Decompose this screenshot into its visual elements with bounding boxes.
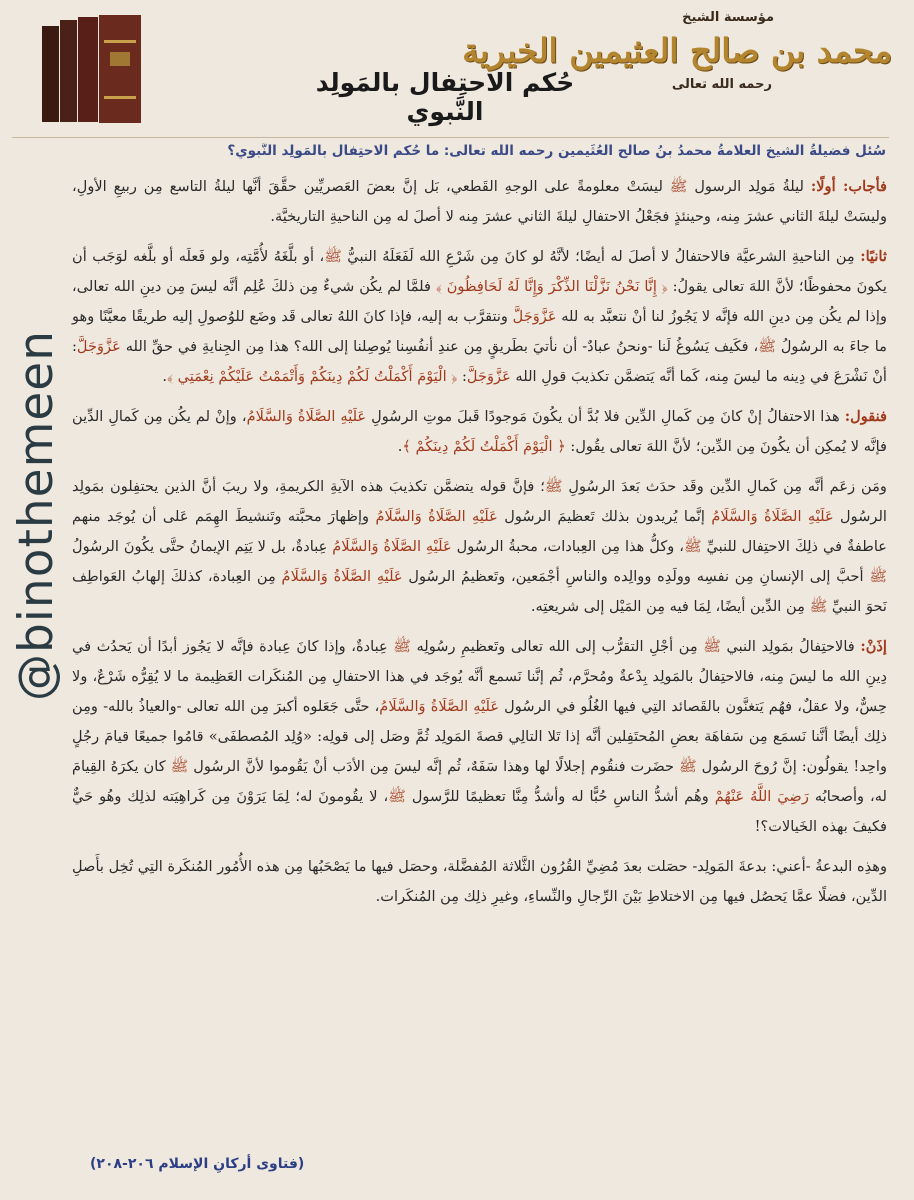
paragraph-text: ، فكَيف يَسُوغُ لَنا -ونحنُ عبادٌ- أن نأتيَ بطَريقٍ مِن عندِ أنفُسِنا يُوصِلنا إلى الله؟ هذا مِن الجِنايةِ في حقِّ الله: [120, 338, 759, 355]
paragraph-text: ، حتَّى جَعَلوه أكبرَ مِن الله تعالى -والعياذُ بالله- ومِن ذلِك أيضًا أنَّنا نَسمَع مِن سَفاهَة بعضِ المُحتَفِلين أنَّه إذا تَلا التالِي قصةَ المَولِد ثُمَّ وصَل إلى قولِه: «وُلِد المُصطفَى» قامُوا جميعًا قيامَ رجُلٍ واحِد! يقولُون: إنَّ رُوحَ الرسُول: [72, 698, 887, 775]
paragraph-text: ومَن زعَم أنَّه مِن كَمالِ الدِّين وقَد حدَث بَعدَ الرسُولِ: [562, 478, 887, 495]
honorific-phrase: ﷺ: [324, 248, 342, 265]
paragraph-text: عِبادةٌ، بل لا يَتِم الإيمانُ حتَّى يكُونَ الرسُولُ: [72, 538, 333, 555]
paragraph-text: مِن أجْلِ التقرُّب إلى الله تعالى وتَعظيمِ رسُولِه: [410, 638, 704, 655]
paragraph-text: ، أو بلَّغَهُ لأُمَّتِه، ولو فَعلَه أو بلَّغه لوَجَب أن يكونَ محفوظًا؛ لأنَّ اللهَ تعالى يقولُ:: [72, 248, 887, 295]
paragraph-text: وهُم أشدُّ الناسِ حُبًّا له وأشدُّ مِنَّا تعظيمًا للرَّسول: [405, 788, 715, 805]
paragraph-text: مِن الدِّين أيضًا، لِمَا فيه مِن المَيْل إلى شريعتِه.: [530, 598, 810, 615]
paragraph-text: وإظهارَ محبَّته وتَنشيطَ الهِمَم عَلى أن يُوجَد منهم عاطفةٌ في ذلِكَ الاحتِفال للنبيِّ: [72, 508, 887, 555]
paragraph-text: ، وكلُّ هذا مِن العِبادات، محبةُ الرسُول: [451, 538, 684, 555]
honorific-phrase: عَزَّوَجَلَّ: [466, 368, 511, 385]
quran-verse: ﴿ إِنَّا نَحْنُ نَزَّلْنَا الذِّكْرَ وَإِنَّا لَهُ لَحَافِظُونَ ﴾: [435, 278, 668, 295]
honorific-phrase: عَلَيْهِ الصَّلَاةُ وَالسَّلَامُ: [246, 408, 367, 425]
paragraph-text: وهذِه البدعةُ -أعني: بدعةَ المَولِد- حصَلت بعدَ مُضِيِّ القُرُون الثَّلاثة المُفضَّلة، وحصَل فيها ما يَصْحَبُها مِن هذه الأُمُور المُنكَرة التِي تُخِل بأَصلِ الدِّين، فضلًا عمَّا يَحصُل فيها مِن الاختلاطِ بَيْنَ الرِّجالِ والنِّساءِ، وغيرِ ذلِك مِن المُنكَرات.: [72, 858, 887, 905]
answer-paragraph: [72, 242, 887, 392]
honorific-phrase: ﷺ: [388, 788, 406, 805]
honorific-phrase: عَلَيْهِ الصَّلَاةُ وَالسَّلَامُ: [711, 508, 834, 525]
honorific-phrase: ﷺ: [869, 568, 887, 585]
paragraph-text: هذا الاحتفالُ إنْ كانَ مِن كَمالِ الدِّين فلا بُدَّ أن يكُونَ مَوجودًا قَبلَ موتِ الرسُولِ: [366, 408, 845, 425]
paragraph-text: عِبادةٌ، وإذا كانَ عِبادة فإنَّه لا يَجُوز أبدًا أن يَحدُث في دِينِ الله ما ليسَ مِنه، فالاحتِفالُ بالمَولِد بِدْعةٌ ومُحرَّم، ثُم إنَّنا نَسمع أنَّه يُوجَد في هذا الاحتفالِ مِن المُنكَرات العَظِيمة ما لا يُقِرُّه شَرْعٌ، ولا حِسٌّ، ولا عقلٌ، فهُم يَتغنَّون بالقَصائد التِي فيها الغُلُو في الرسُول: [72, 638, 887, 715]
paragraph-text: حضَرت فنقُوم إجلالًا لها وهذا سَفَهٌ، ثُم إنَّه ليسَ مِن الأدَب أنْ يَقُوموا لأنَّ الرسُول: [188, 758, 679, 775]
paragraph-text: أحبَّ إلى الإنسانِ مِن نفسِه وولَدِه ووالِده والناسِ أجْمَعين، وتَعظيمُ الرسُول: [402, 568, 870, 585]
honorific-phrase: ﷺ: [393, 638, 411, 655]
honorific-phrase: عَلَيْهِ الصَّلَاةُ وَالسَّلَامُ: [281, 568, 403, 585]
source-reference: (فتاوى أركانِ الإسلام ٢٠٦-٢٠٨): [90, 1156, 305, 1172]
paragraph-lead: فنقول:: [844, 408, 887, 425]
foundation-logo: [462, 10, 892, 128]
paragraph-text: فلمَّا لم يكُن شيءٌ مِن ذلكَ عُلِم أنَّه ليسَ مِن دينِ الله تعالى، وإذا لم يكُن مِن دينِ الله فإنَّه لا يَجُوزُ لنا أنْ نتعبَّد به لله: [72, 278, 887, 325]
honorific-phrase: رَضِيَ اللَّهُ عَنْهُمْ: [714, 788, 809, 805]
answer-paragraph: [72, 172, 887, 232]
paragraph-text: فالاحتِفالُ بمَولِد النبي: [720, 638, 861, 655]
org-name: محمد بن صالح العثيمين الخيرية: [462, 31, 892, 70]
answer-paragraph: [72, 402, 887, 462]
paragraph-text: ليسَتْ معلومةً على الوجهِ القَطعي، بَل إنَّ بعضَ العَصريِّين حقَّقَ أنَّها ليلةُ التاسع مِن ربيعِ الأولِ، وليسَتْ ليلةَ الثاني عشرَ مِنه، وحينئذٍ فجَعْلُ الاحتفالِ ليلةَ الثاني عشرَ مِنه لا أصلَ له مِن الناحيةِ التاريخيَّة.: [72, 178, 887, 225]
paragraph-text: ليلةُ مَولِد الرسول: [687, 178, 811, 195]
answer-paragraph: [72, 852, 887, 912]
paragraph-text: إنَّما يُريدون بذلك تَعظيمَ الرسُول: [497, 508, 712, 525]
question-text: سُئل فضيلةُ الشيخ العلامةُ محمدُ بنُ صالحِ العُثَيمين رحمه الله تعالى: ما حُكم الاحتِفال بالمَولِد النَّبوي؟: [227, 143, 886, 159]
divider: [12, 137, 889, 138]
quran-verse: ﴿ الْيَوْمَ أَكْمَلْتُ لَكُمْ دِينَكُمْ وَأَتْمَمْتُ عَلَيْكُمْ نِعْمَتِي ﴾: [166, 368, 458, 385]
honorific-phrase: عَزَّوَجَلَّ: [512, 308, 557, 325]
paragraph-text: كان يكرَهُ القِيامَ له، وأصحابُه: [72, 758, 887, 805]
paragraph-text: .: [397, 438, 403, 455]
paragraph-lead: إذَنْ:: [860, 638, 887, 655]
paragraph-text: ونتقرَّب به إليه، فإذا كانَ اللهُ تعالى قَد وضَع للوُصولِ إليه طريقًا معيَّنًا وهو ما جاءَ به الرسُولُ: [72, 308, 887, 355]
answer-paragraph: [72, 632, 887, 842]
answer-paragraph: [72, 472, 887, 622]
honorific-phrase: ﷺ: [683, 538, 702, 555]
quran-verse: ﴿ الْيَوْمَ أَكْمَلْتُ لَكُمْ دِينَكُمْ ﴾: [402, 438, 566, 455]
org-label: مؤسسة الشيخ: [682, 10, 774, 25]
honorific-phrase: ﷺ: [758, 338, 776, 355]
honorific-phrase: عَلَيْهِ الصَّلَاةُ وَالسَّلَامُ: [379, 698, 500, 715]
honorific-phrase: ﷺ: [703, 638, 721, 655]
answer-body: [72, 172, 887, 922]
paragraph-text: .: [162, 368, 167, 385]
paragraph-text: مِن العِبادة، كذلكَ إلهابُ العَواطِف نَحوَ النبيِّ: [72, 568, 887, 615]
org-honorific: رحمه الله تعالى: [671, 77, 772, 92]
honorific-phrase: ﷺ: [170, 758, 189, 775]
watermark-text: @binothemeen: [8, 329, 64, 701]
honorific-phrase: عَزَّوَجَلَّ: [76, 338, 121, 355]
paragraph-text: : أنْ نَشْرَعَ في دِينه ما ليسَ مِنه، كَما أنَّه يَتضمَّن تكذيبَ قولِ الله: [72, 338, 887, 385]
honorific-phrase: ﷺ: [669, 178, 688, 195]
watermark: [6, 140, 66, 890]
honorific-phrase: ﷺ: [544, 478, 563, 495]
honorific-phrase: ﷺ: [809, 598, 828, 615]
paragraph-text: ، وإنْ لم يكُن مِن كَمالِ الدِّين فإنَّه لا يُمكِن أن يكُونَ مِن الدِّين؛ لأنَّ اللهَ تعالى يقُول:: [72, 408, 887, 455]
honorific-phrase: ﷺ: [678, 758, 697, 775]
page-title: حُكم الاحتِفال بالمَولِد النَّبوي: [315, 68, 575, 126]
honorific-phrase: عَلَيْهِ الصَّلَاةُ وَالسَّلَامُ: [375, 508, 498, 525]
paragraph-text: ؛ فإنَّ قوله يتضمَّن تكذيبَ هذه الآيةِ الكريمةِ، ولا ريبَ أنَّ الذين يحتفِلون بمَولِد الرسُول: [72, 478, 887, 525]
paragraph-text: :: [457, 368, 467, 385]
paragraph-text: ، لا يقُومونَ له؛ لِمَا يَرَوْنَ مِن كَراهِيَته لذلِك وهُو حَيٌّ فكيفَ بهذه الخَيالات؟!: [72, 788, 887, 835]
honorific-phrase: عَلَيْهِ الصَّلَاةُ وَالسَّلَامُ: [332, 538, 452, 555]
paragraph-lead: فأجاب: أولًا:: [810, 178, 887, 195]
books-icon: [38, 14, 146, 126]
paragraph-text: مِن الناحيةِ الشرعيَّة فالاحتفالُ لا أصلَ له أيضًا؛ لأنَّهُ لو كانَ مِن شَرْعِ الله لَفَعَلَهُ النبيُّ: [341, 248, 861, 265]
paragraph-lead: ثانيًا:: [860, 248, 887, 265]
